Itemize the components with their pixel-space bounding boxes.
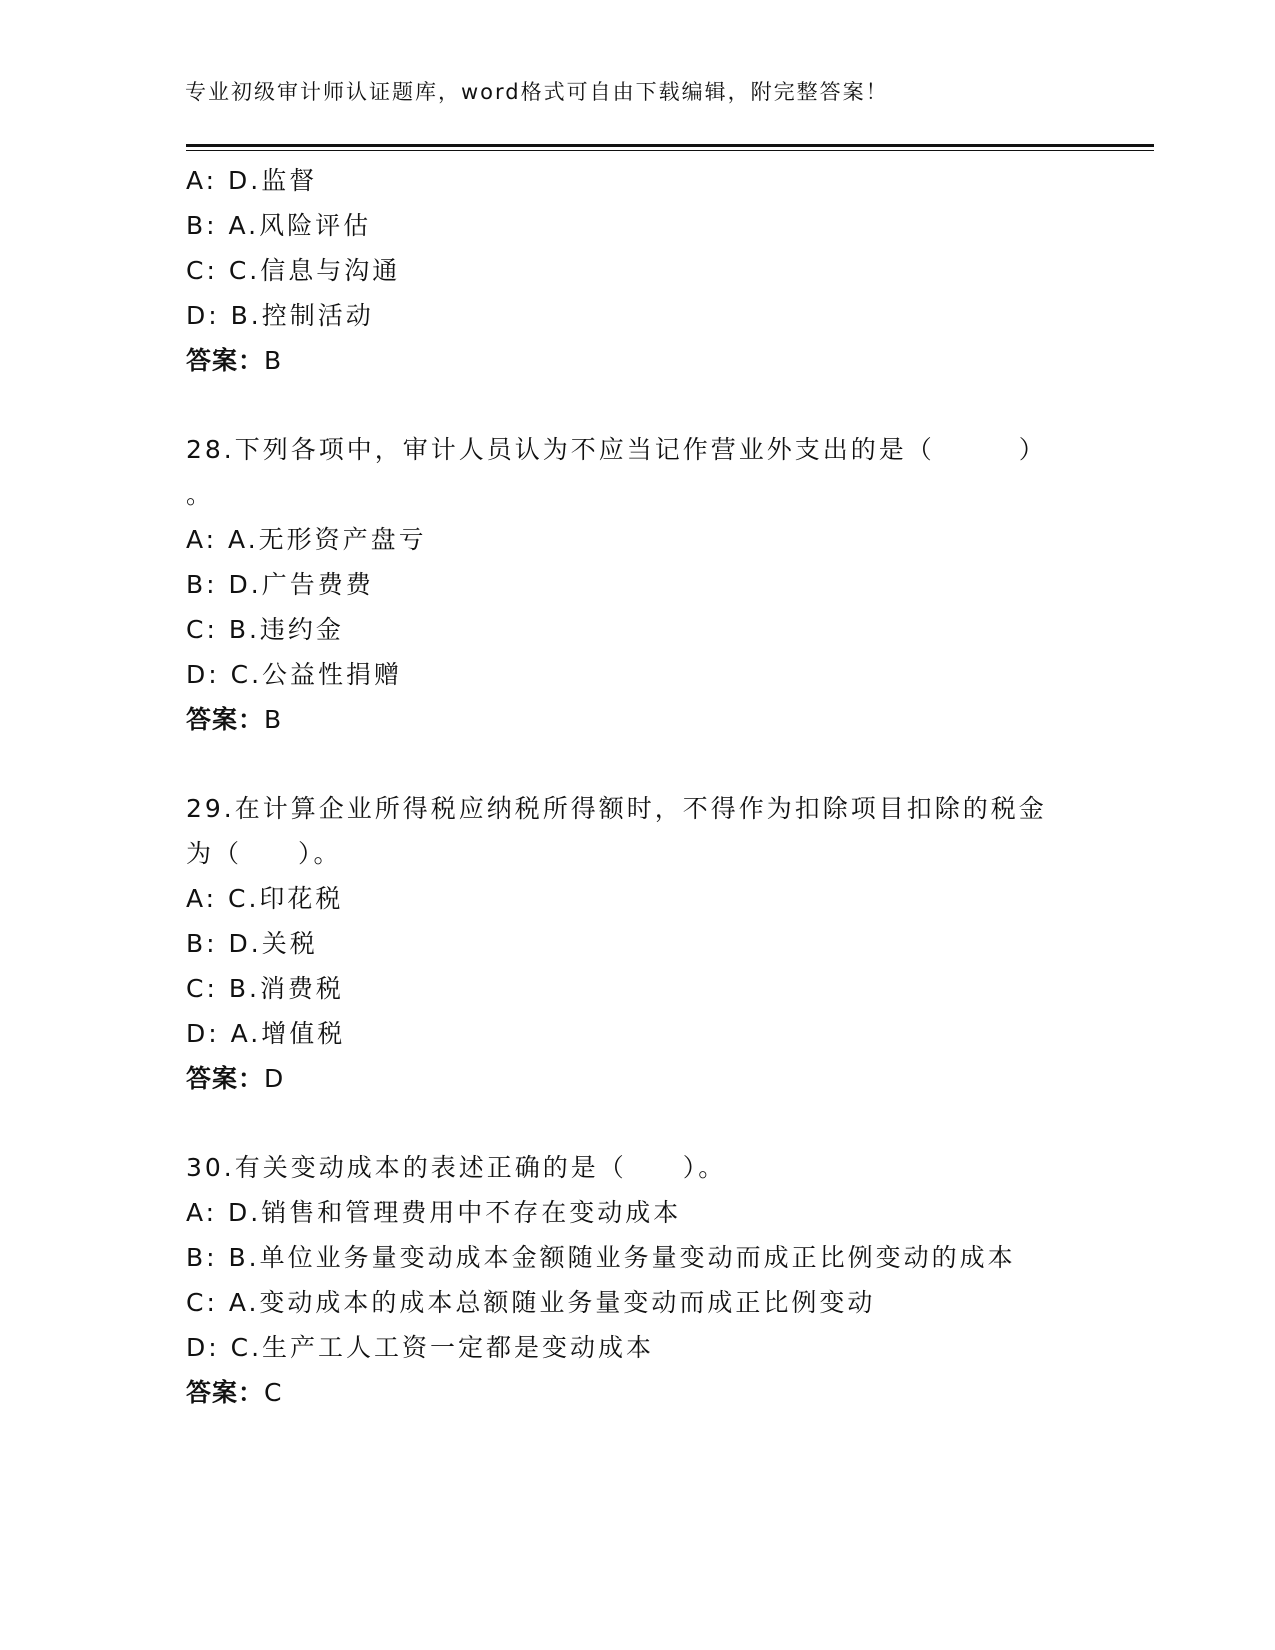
answer-line: [186, 1056, 1146, 1101]
question-gap: [186, 742, 1146, 786]
question-stem-line: 29.在计算企业所得税应纳税所得额时，不得作为扣除项目扣除的税金: [186, 794, 1047, 823]
header-rule-thin: [186, 150, 1154, 151]
option-a: A: A.无形资产盘亏: [186, 525, 427, 554]
answer-value: C: [264, 1378, 283, 1407]
option-c: C: A.变动成本的成本总额随业务量变动而成正比例变动: [186, 1288, 876, 1317]
option-b: B: D.关税: [186, 929, 318, 958]
answer-label: 答案：: [186, 1378, 265, 1407]
answer-label: 答案：: [186, 705, 265, 734]
question-stem-line: 为（ ）。: [186, 839, 342, 868]
option-b: B: B.单位业务量变动成本金额随业务量变动而成正比例变动的成本: [186, 1243, 1016, 1272]
option-d: D: C.生产工人工资一定都是变动成本: [186, 1333, 655, 1362]
option-c: C: B.消费税: [186, 974, 344, 1003]
option-a: A: C.印花税: [186, 884, 344, 913]
option-c: C: C.信息与沟通: [186, 256, 401, 285]
option-b: B: A.风险评估: [186, 211, 372, 240]
option-d: D: B.控制活动: [186, 301, 374, 330]
answer-line: [186, 697, 1146, 742]
question-30: [186, 1145, 1146, 1415]
question-29: [186, 786, 1146, 1101]
header-rule-thick: [186, 144, 1154, 147]
question-gap: [186, 1101, 1146, 1145]
question-28: [186, 427, 1146, 742]
answer-value: B: [264, 705, 283, 734]
answer-line: [186, 338, 1146, 383]
answer-label: 答案：: [186, 1064, 265, 1093]
question-27-continued: [186, 158, 1146, 383]
answer-value: B: [264, 346, 283, 375]
option-d: D: A.增值税: [186, 1019, 346, 1048]
question-content: [186, 158, 1146, 1415]
option-d: D: C.公益性捐赠: [186, 660, 403, 689]
option-b: B: D.广告费费: [186, 570, 374, 599]
option-c: C: B.违约金: [186, 615, 344, 644]
question-stem-line: 30.有关变动成本的表述正确的是（ ）。: [186, 1153, 727, 1182]
question-stem-line: 28.下列各项中，审计人员认为不应当记作营业外支出的是（ ）: [186, 435, 1047, 464]
answer-line: [186, 1370, 1146, 1415]
page-header: 专业初级审计师认证题库，word格式可自由下载编辑，附完整答案！: [185, 80, 889, 104]
answer-label: 答案：: [186, 346, 265, 375]
question-gap: [186, 383, 1146, 427]
option-a: A: D.监督: [186, 166, 318, 195]
option-a: A: D.销售和管理费用中不存在变动成本: [186, 1198, 682, 1227]
question-stem-line: 。: [186, 480, 215, 509]
answer-value: D: [264, 1064, 285, 1093]
